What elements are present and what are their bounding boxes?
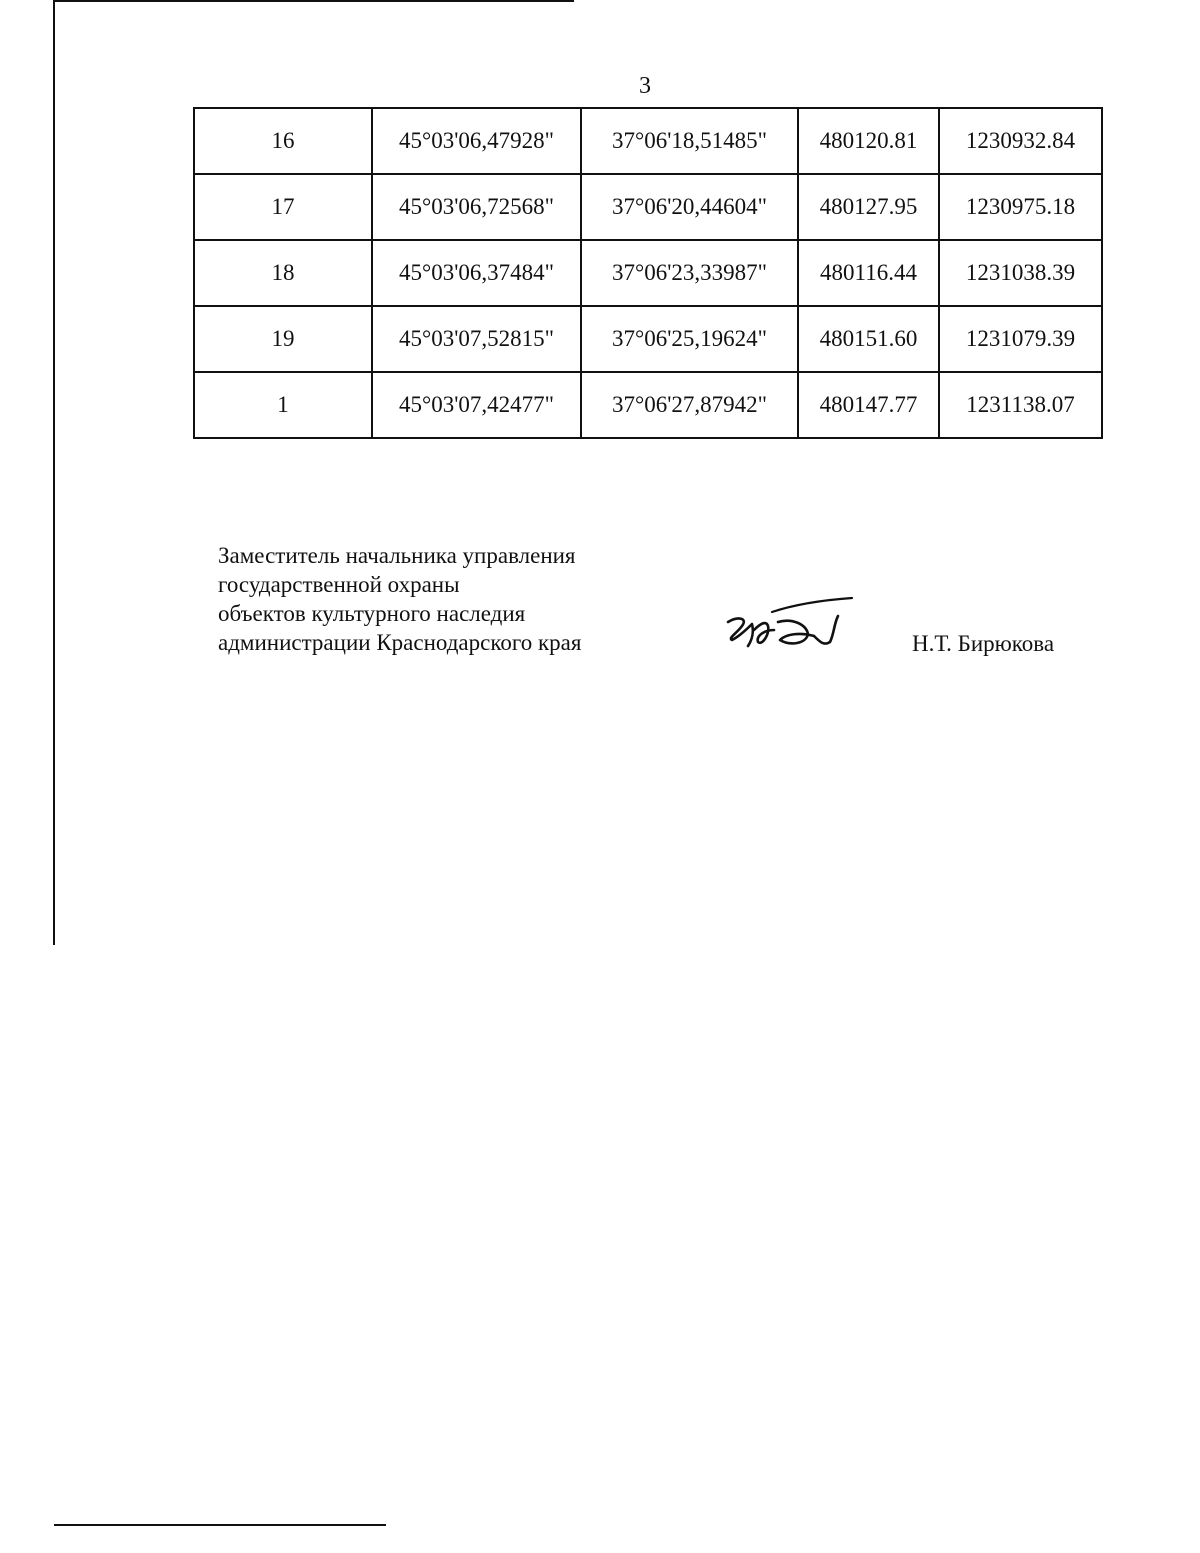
position-line: объектов культурного наследия xyxy=(218,601,526,626)
point-number-cell: 19 xyxy=(194,306,372,372)
point-number-cell: 17 xyxy=(194,174,372,240)
latitude-cell: 45°03'06,37484" xyxy=(372,240,581,306)
x-coordinate-cell: 480151.60 xyxy=(798,306,939,372)
y-coordinate-cell: 1231079.39 xyxy=(939,306,1102,372)
scan-border-left xyxy=(53,0,55,945)
y-coordinate-cell: 1231038.39 xyxy=(939,240,1102,306)
signatory-position xyxy=(218,541,581,657)
longitude-cell: 37°06'27,87942" xyxy=(581,372,798,438)
x-coordinate-cell: 480116.44 xyxy=(798,240,939,306)
signer-name: Н.Т. Бирюкова xyxy=(912,631,1055,656)
table-row xyxy=(194,372,1102,438)
table-row xyxy=(194,240,1102,306)
handwritten-signature xyxy=(722,590,862,660)
y-coordinate-cell: 1231138.07 xyxy=(939,372,1102,438)
latitude-cell: 45°03'06,72568" xyxy=(372,174,581,240)
page-number: 3 xyxy=(639,73,651,99)
latitude-cell: 45°03'06,47928" xyxy=(372,108,581,174)
coordinates-table xyxy=(193,107,1103,439)
point-number-cell: 1 xyxy=(194,372,372,438)
position-line: Заместитель начальника управления xyxy=(218,543,576,568)
position-line: администрации Краснодарского края xyxy=(218,630,582,655)
scan-border-top xyxy=(54,0,574,2)
longitude-cell: 37°06'23,33987" xyxy=(581,240,798,306)
point-number-cell: 18 xyxy=(194,240,372,306)
table-row xyxy=(194,174,1102,240)
longitude-cell: 37°06'20,44604" xyxy=(581,174,798,240)
y-coordinate-cell: 1230975.18 xyxy=(939,174,1102,240)
y-coordinate-cell: 1230932.84 xyxy=(939,108,1102,174)
position-line: государственной охраны xyxy=(218,572,460,597)
longitude-cell: 37°06'18,51485" xyxy=(581,108,798,174)
latitude-cell: 45°03'07,42477" xyxy=(372,372,581,438)
x-coordinate-cell: 480127.95 xyxy=(798,174,939,240)
x-coordinate-cell: 480147.77 xyxy=(798,372,939,438)
longitude-cell: 37°06'25,19624" xyxy=(581,306,798,372)
table-row xyxy=(194,108,1102,174)
point-number-cell: 16 xyxy=(194,108,372,174)
footnote-rule xyxy=(54,1524,386,1526)
latitude-cell: 45°03'07,52815" xyxy=(372,306,581,372)
table-row xyxy=(194,306,1102,372)
x-coordinate-cell: 480120.81 xyxy=(798,108,939,174)
